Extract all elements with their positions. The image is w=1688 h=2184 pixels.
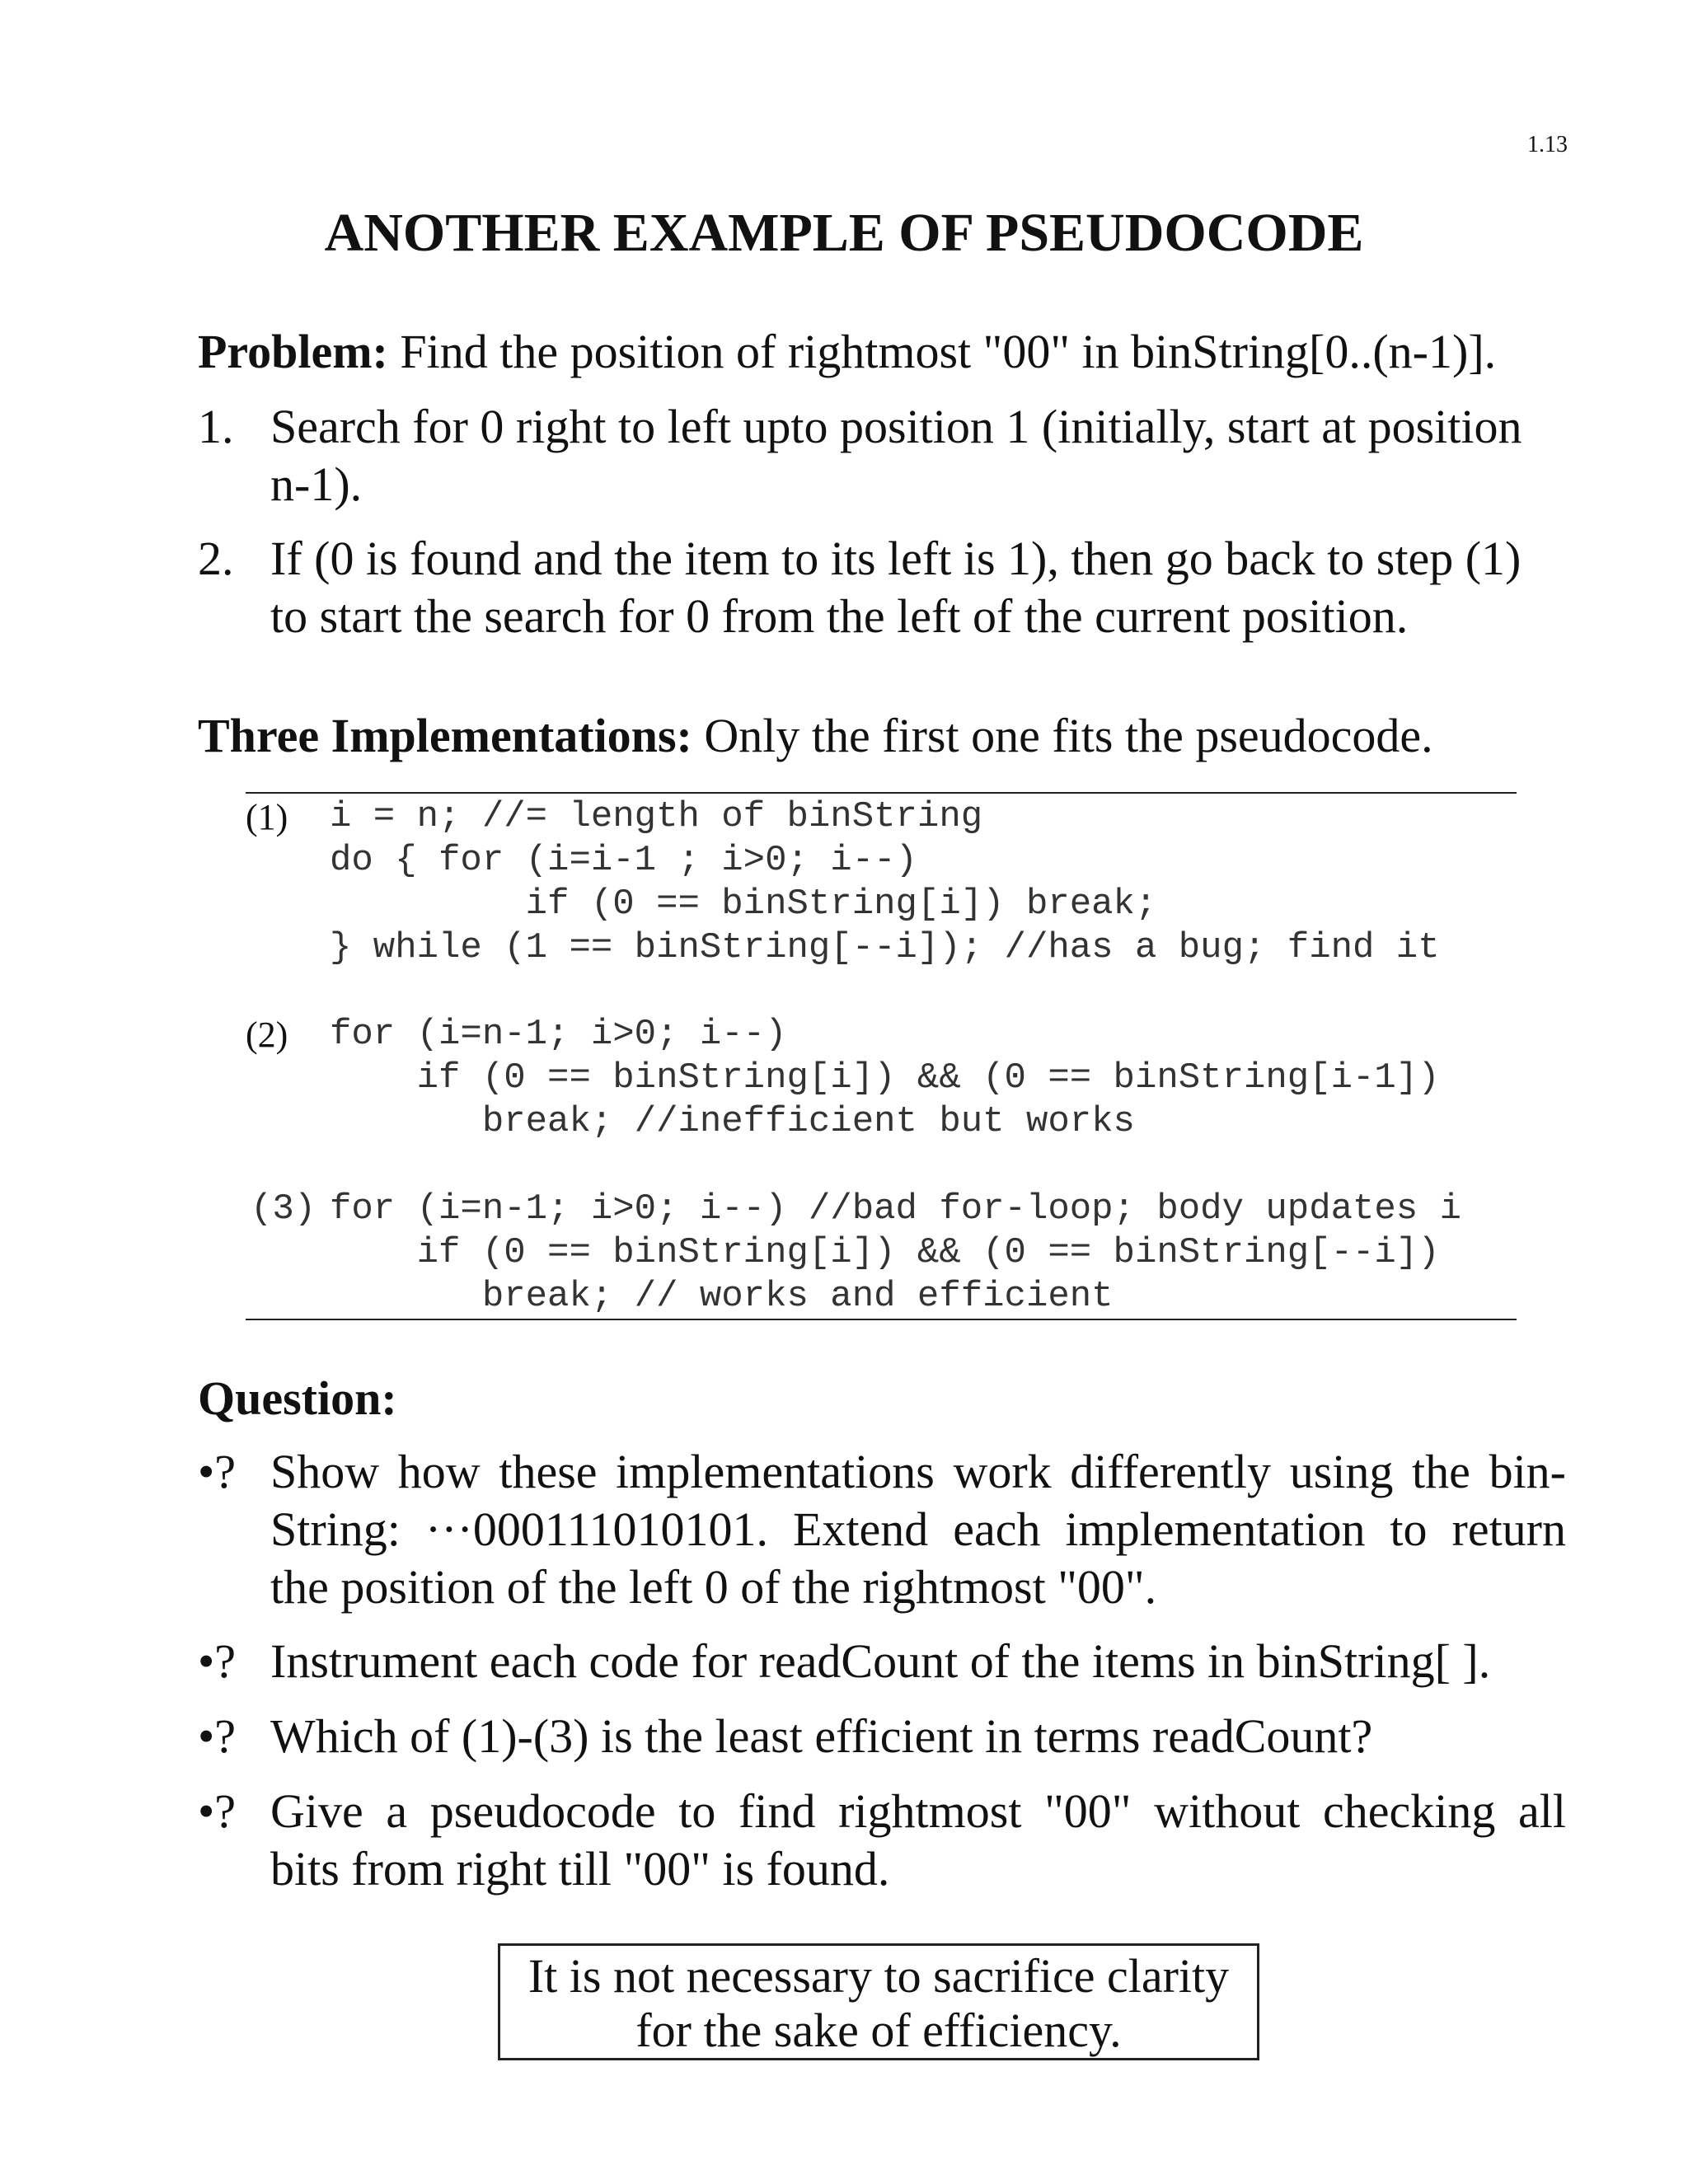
impl-3-label: (3) bbox=[251, 1188, 316, 1230]
question-item-3 bbox=[198, 1708, 1566, 1765]
step-1-number: 1. bbox=[198, 400, 234, 453]
question-1-line-3: the position of the left 0 of the rightmost "00". bbox=[270, 1560, 1157, 1614]
step-2-line-1: If (0 is found and the item to its left is 1), then go back to step (1) bbox=[270, 532, 1522, 585]
question-4-line-2: bits from right till "00" is found. bbox=[270, 1842, 890, 1896]
step-1 bbox=[198, 398, 1566, 513]
impl-2-line-3: break; //inefficient but works bbox=[330, 1101, 1135, 1142]
impl-1-line-1: i = n; //= length of binString bbox=[330, 796, 983, 837]
problem-label: Problem: bbox=[198, 325, 388, 378]
implementations-heading bbox=[198, 707, 1582, 765]
question-1-line-2: String: ···000111010101. Extend each implementation to return bbox=[270, 1502, 1566, 1556]
quote-line-1: It is not necessary to sacrifice clarity bbox=[528, 1949, 1230, 2003]
impl-3-line-3: break; // works and efficient bbox=[330, 1276, 1114, 1317]
step-2-number: 2. bbox=[198, 532, 234, 585]
quote-line-2: for the sake of efficiency. bbox=[635, 2004, 1122, 2057]
question-1-bullet: •? bbox=[198, 1445, 237, 1498]
impl-2-line-1: for (i=n-1; i>0; i--) bbox=[330, 1014, 787, 1055]
impl-2-label: (2) bbox=[246, 1015, 288, 1055]
question-item-4 bbox=[198, 1783, 1566, 1898]
code-bottom-rule bbox=[246, 1319, 1517, 1320]
quote-box bbox=[498, 1943, 1259, 2060]
question-3-bullet: •? bbox=[198, 1709, 237, 1763]
implementations-text: Only the first one fits the pseudocode. bbox=[692, 709, 1433, 762]
question-label: Question: bbox=[198, 1371, 397, 1425]
page-title: ANOTHER EXAMPLE OF PSEUDOCODE bbox=[324, 203, 1364, 263]
impl-1-line-4: } while (1 == binString[--i]); //has a bug; find it bbox=[330, 927, 1440, 968]
impl-1-label: (1) bbox=[246, 797, 288, 837]
step-1-line-1: Search for 0 right to left upto position 1 (initially, start at position bbox=[270, 400, 1522, 453]
problem-text: Find the position of rightmost "00" in binString[0..(n-1)]. bbox=[387, 325, 1497, 378]
question-item-1 bbox=[198, 1443, 1566, 1616]
impl-1-line-3: if (0 == binString[i]) break; bbox=[330, 883, 1157, 925]
problem-statement bbox=[198, 323, 1582, 381]
page-number: 1.13 bbox=[1527, 132, 1568, 157]
question-3-line-1: Which of (1)-(3) is the least efficient in terms readCount? bbox=[270, 1709, 1373, 1763]
impl-3-line-2: if (0 == binString[i]) && (0 == binString[--i]) bbox=[330, 1232, 1440, 1273]
question-2-bullet: •? bbox=[198, 1634, 237, 1688]
question-4-bullet: •? bbox=[198, 1784, 237, 1838]
impl-1-line-2: do { for (i=i-1 ; i>0; i--) bbox=[330, 840, 917, 881]
step-2-line-2: to start the search for 0 from the left of the current position. bbox=[270, 589, 1409, 643]
question-4-line-1: Give a pseudocode to find rightmost "00" without checking all bbox=[270, 1784, 1566, 1838]
question-1-line-1: Show how these implementations work differently using the bin- bbox=[270, 1445, 1566, 1498]
impl-3-line-1: for (i=n-1; i>0; i--) //bad for-loop; body updates i bbox=[330, 1188, 1462, 1230]
question-item-2 bbox=[198, 1633, 1566, 1690]
code-top-rule bbox=[246, 792, 1517, 794]
implementations-label: Three Implementations: bbox=[198, 709, 692, 762]
step-1-line-2: n-1). bbox=[270, 457, 363, 511]
step-2 bbox=[198, 530, 1566, 645]
question-2-line-1: Instrument each code for readCount of the items in binString[ ]. bbox=[270, 1634, 1491, 1688]
impl-2-line-2: if (0 == binString[i]) && (0 == binString[i-1]) bbox=[330, 1057, 1440, 1099]
